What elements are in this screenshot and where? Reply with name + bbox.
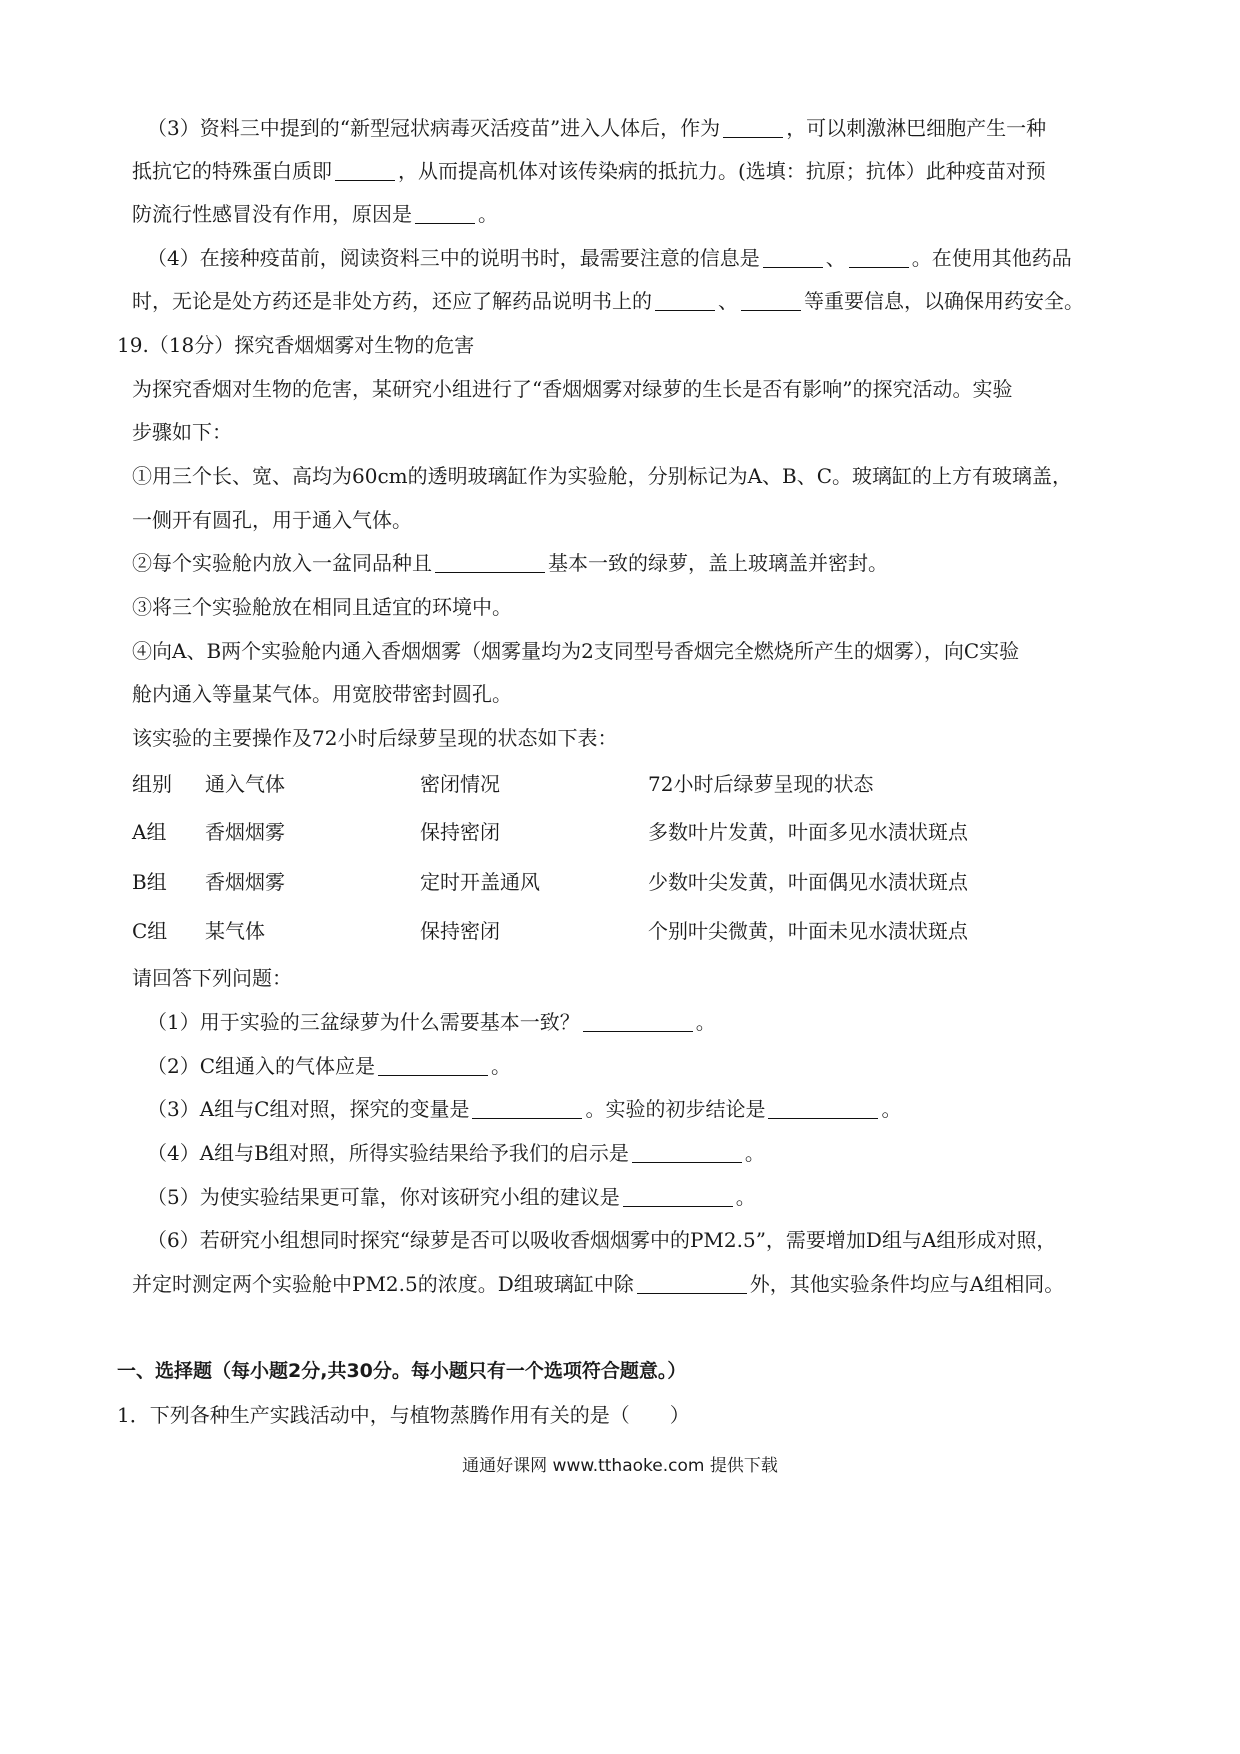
q18-p3-line2: 抵抗它的特殊蛋白质即 ，从而提高机体对该传染病的抵抗力。(选填：抗原；抗体）此种疫苗对预 (132, 159, 1046, 183)
q19-title: 19.（18分）探究香烟烟雾对生物的危害 (117, 333, 475, 357)
answer-blank[interactable] (768, 1098, 878, 1119)
answer-blank[interactable] (472, 1098, 582, 1119)
answer-blank[interactable] (435, 552, 545, 573)
table-cell: 香烟烟雾 (205, 870, 285, 894)
choice-question-1: 1．下列各种生产实践活动中，与植物蒸腾作用有关的是（ ） (117, 1403, 690, 1427)
q19-table-intro: 该实验的主要操作及72小时后绿萝呈现的状态如下表： (132, 726, 618, 750)
table-cell: 某气体 (205, 919, 265, 943)
table-cell: 保持密闭 (420, 919, 500, 943)
table-cell: 保持密闭 (420, 820, 500, 844)
page-footer: 通通好课网 www.tthaoke.com 提供下载 (462, 1456, 778, 1476)
answer-blank[interactable] (637, 1273, 747, 1294)
q19-intro-line1: 为探究香烟对生物的危害，某研究小组进行了“香烟烟雾对绿萝的生长是否有影响”的探究活动。实验 (132, 377, 1013, 401)
q19-sub1: （1）用于实验的三盆绿萝为什么需要基本一致？ 。 (147, 1010, 716, 1034)
q18-p4-line1: （4）在接种疫苗前，阅读资料三中的说明书时，最需要注意的信息是 、 。在使用其他药品 (147, 246, 1072, 270)
q19-step2: ②每个实验舱内放入一盆同品种且 基本一致的绿萝，盖上玻璃盖并密封。 (132, 551, 888, 575)
answer-blank[interactable] (655, 290, 715, 311)
answer-blank[interactable] (849, 247, 909, 268)
table-cell: A组 (132, 820, 167, 844)
q19-sub6-line1: （6）若研究小组想同时探究“绿萝是否可以吸收香烟烟雾中的PM2.5”，需要增加D组与A组形成对照， (147, 1228, 1057, 1252)
q19-sub5: （5）为使实验结果更可靠，你对该研究小组的建议是 。 (147, 1185, 756, 1209)
table-header-cell: 组别 (132, 772, 172, 796)
table-header-cell: 密闭情况 (420, 772, 500, 796)
q19-step4-line2: 舱内通入等量某气体。用宽胶带密封圆孔。 (132, 682, 512, 706)
answer-blank[interactable] (723, 117, 783, 138)
q19-sub4: （4）A组与B组对照，所得实验结果给予我们的启示是 。 (147, 1141, 765, 1165)
q19-sub3: （3）A组与C组对照，探究的变量是 。实验的初步结论是 。 (147, 1097, 902, 1121)
q19-ask: 请回答下列问题： (132, 966, 292, 990)
q18-p4-line2: 时，无论是处方药还是非处方药，还应了解药品说明书上的 、 等重要信息，以确保用药安全。 (132, 289, 1084, 313)
q19-sub6-line2: 并定时测定两个实验舱中PM2.5的浓度。D组玻璃缸中除 外，其他实验条件均应与A组相同。 (132, 1272, 1065, 1296)
answer-blank[interactable] (415, 203, 475, 224)
answer-blank[interactable] (378, 1055, 488, 1076)
table-cell: 个别叶尖微黄，叶面未见水渍状斑点 (648, 919, 968, 943)
answer-blank[interactable] (741, 290, 801, 311)
table-cell: B组 (132, 870, 167, 894)
q19-intro-line2: 步骤如下： (132, 420, 232, 444)
answer-blank[interactable] (632, 1142, 742, 1163)
answer-blank[interactable] (583, 1011, 693, 1032)
table-header-cell: 72小时后绿萝呈现的状态 (648, 772, 874, 796)
q19-step1-line1: ①用三个长、宽、高均为60cm的透明玻璃缸作为实验舱，分别标记为A、B、C。玻璃缸的上方有玻璃盖， (132, 464, 1073, 488)
answer-blank[interactable] (623, 1186, 733, 1207)
table-cell: 多数叶片发黄，叶面多见水渍状斑点 (648, 820, 968, 844)
q19-step4-line1: ④向A、B两个实验舱内通入香烟烟雾（烟雾量均为2支同型号香烟完全燃烧所产生的烟雾），向C实验 (132, 639, 1020, 663)
q19-sub2: （2）C组通入的气体应是 。 (147, 1054, 512, 1078)
table-cell: 少数叶尖发黄，叶面偶见水渍状斑点 (648, 870, 968, 894)
table-cell: 定时开盖通风 (420, 870, 540, 894)
table-header-cell: 通入气体 (205, 772, 285, 796)
q19-step3: ③将三个实验舱放在相同且适宜的环境中。 (132, 595, 512, 619)
table-cell: C组 (132, 919, 168, 943)
table-cell: 香烟烟雾 (205, 820, 285, 844)
q19-step1-line2: 一侧开有圆孔，用于通入气体。 (132, 508, 412, 532)
q18-p3-line3: 防流行性感冒没有作用，原因是 。 (132, 202, 498, 226)
section-heading: 一、选择题（每小题2分,共30分。每小题只有一个选项符合题意。） (117, 1360, 687, 1382)
answer-blank[interactable] (335, 160, 395, 181)
q18-p3-line1: （3）资料三中提到的“新型冠状病毒灭活疫苗”进入人体后，作为 ，可以刺激淋巴细胞产生一种 (147, 116, 1047, 140)
answer-blank[interactable] (763, 247, 823, 268)
